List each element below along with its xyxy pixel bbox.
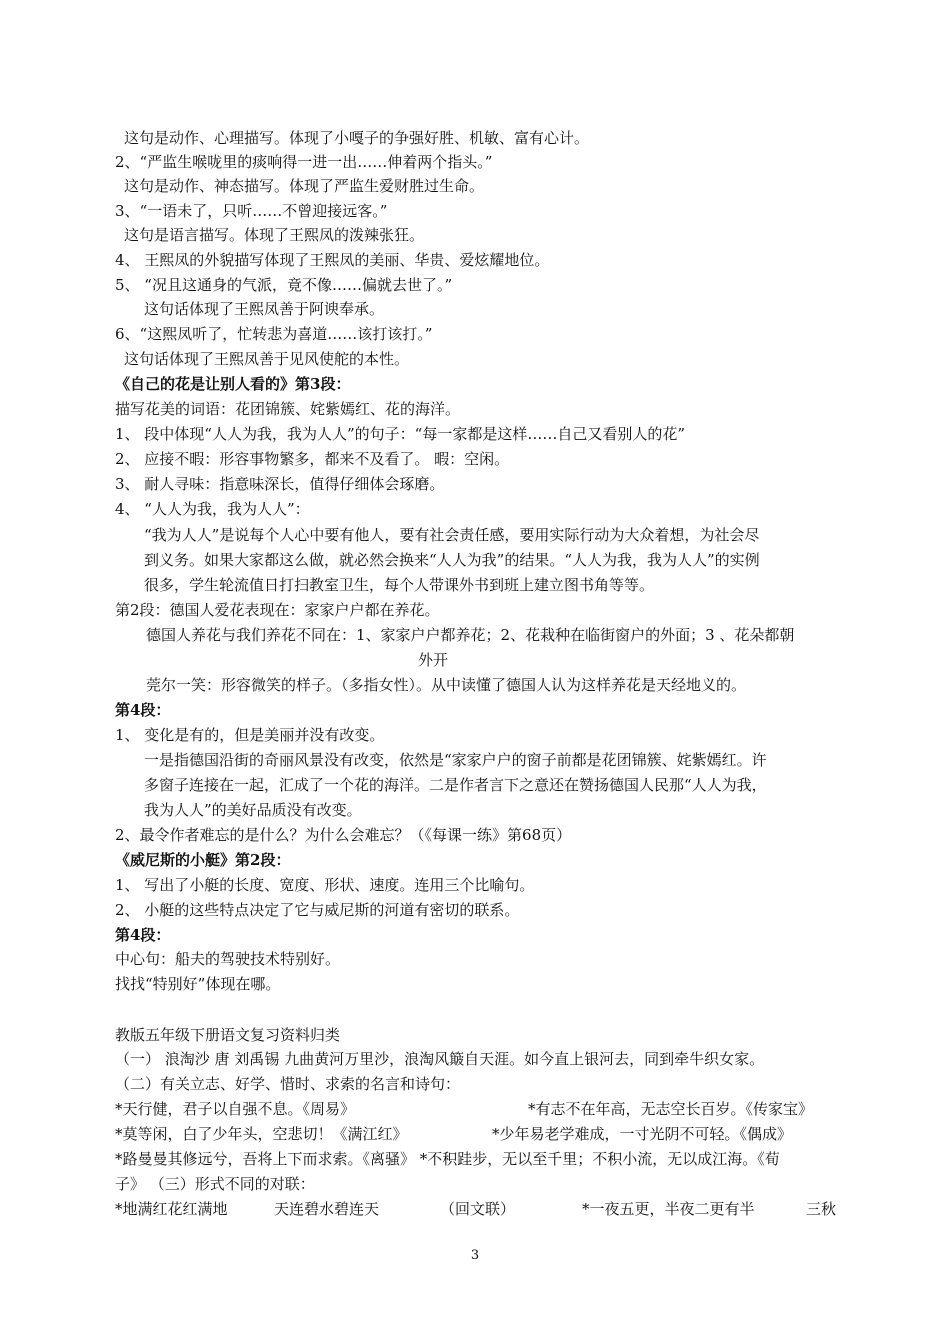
text-line: *天行健，君子以自强不息。《周易》 <box>115 1100 356 1118</box>
text-line: 4、 “人人为我，我为人人”： <box>115 500 310 518</box>
text-line: 3、 耐人寻味：指意味深长，值得仔细体会琢磨。 <box>115 475 445 493</box>
text-line: （回文联） <box>440 1200 516 1218</box>
text-line: （二）有关立志、好学、惜时、求索的名言和诗句： <box>115 1075 461 1093</box>
text-line: *少年易老学难成，一寸光阴不可轻。《偶成》 <box>492 1125 793 1143</box>
text-line: 3、“一语未了，只听……不曾迎接远客。” <box>115 202 388 220</box>
section-heading: 第4段： <box>115 701 171 719</box>
text-line: （一） 浪淘沙 唐 刘禹锡 九曲黄河万里沙，浪淘风簸自天涯。如今直上银河去，同到牵牛织女家。 <box>115 1050 765 1068</box>
text-line: 德国人养花与我们养花不同在：1、家家户户都养花；2、花栽种在临街窗户的外面；3 、花朵都朝 <box>146 626 795 644</box>
text-line: 很多，学生轮流值日打扫教室卫生，每个人带课外书到班上建立图书角等等。 <box>144 576 655 594</box>
text-line: 多窗子连接在一起，汇成了一个花的海洋。二是作者言下之意还在赞扬德国人民那“人人为我， <box>144 776 767 794</box>
text-line: 我为人人”的美好品质没有改变。 <box>144 801 362 819</box>
text-line: *有志不在年高，无志空长百岁。《传家宝》 <box>528 1100 814 1118</box>
text-line: *路曼曼其修远兮，吾将上下而求索。《离骚》 *不积跬步，无以至千里；不积小流，无以成江海。《荀 <box>115 1150 780 1168</box>
text-line: 2、“严监生喉咙里的痰响得一进一出……伸着两个指头。” <box>115 153 493 171</box>
text-line: 这句话体现了王熙凤善于见风使舵的本性。 <box>124 350 410 368</box>
text-line: 2、最令作者难忘的是什么？为什么会难忘？（《每课一练》第68页） <box>115 826 572 844</box>
text-line: 1、 段中体现“人人为我，我为人人”的句子：“每一家都是这样……自己又看别人的花” <box>115 425 685 443</box>
text-line: 三秋 <box>806 1200 837 1218</box>
page-number: 3 <box>470 1248 480 1263</box>
text-line: 这句是语言描写。体现了王熙凤的泼辣张狂。 <box>124 226 425 244</box>
text-line: 第2段：德国人爱花表现在：家家户户都在养花。 <box>115 601 440 619</box>
text-line: “我为人人”是说每个人心中要有他人，要有社会责任感，要用实际行动为大众着想，为社会尽 <box>144 526 760 544</box>
text-line: 5、 “况且这通身的气派，竟不像……偏就去世了。” <box>115 276 453 294</box>
text-line: 描写花美的词语：花团锦簇、姹紫嫣红、花的海洋。 <box>115 400 461 418</box>
text-line: 1、 变化是有的，但是美丽并没有改变。 <box>115 726 385 744</box>
section-heading: 《威尼斯的小艇》第2段： <box>115 851 291 869</box>
text-line: 6、“这熙凤听了，忙转悲为喜道……该打该打。” <box>115 325 433 343</box>
text-line: 教版五年级下册语文复习资料归类 <box>115 1026 341 1044</box>
text-line: *莫等闲，白了少年头，空悲切！《满江红》 <box>115 1125 408 1143</box>
text-line: 外开 <box>418 651 449 669</box>
text-line: 天连碧水碧连天 <box>274 1200 380 1218</box>
text-line: 1、 写出了小艇的长度、宽度、形状、速度。连用三个比喻句。 <box>115 876 535 894</box>
text-line: *一夜五更，半夜二更有半 <box>582 1200 755 1218</box>
text-line: 2、 应接不暇：形容事物繁多，都来不及看了。 暇：空闲。 <box>115 450 510 468</box>
text-line: 莞尔一笑：形容微笑的样子。（多指女性）。从中读懂了德国人认为这样养花是天经地义的。 <box>146 676 747 694</box>
text-line: 中心句：船夫的驾驶技术特别好。 <box>115 950 341 968</box>
section-heading: 第4段： <box>115 926 171 944</box>
text-line: 一是指德国沿街的奇丽风景没有改变，依然是“家家户户的窗子前都是花团锦簇、姹紫嫣红。许 <box>144 751 767 769</box>
text-line: 这句话体现了王熙凤善于阿谀奉承。 <box>144 300 385 318</box>
text-line: 子》 （三）形式不同的对联： <box>115 1175 315 1193</box>
text-line: 2、 小艇的这些特点决定了它与威尼斯的河道有密切的联系。 <box>115 901 520 919</box>
text-line: *地满红花红满地 <box>115 1200 228 1218</box>
text-line: 找找“特别好”体现在哪。 <box>115 975 281 993</box>
text-line: 这句是动作、神态描写。体现了严监生爱财胜过生命。 <box>124 177 485 195</box>
text-line: 4、 王熙凤的外貌描写体现了王熙凤的美丽、华贵、爱炫耀地位。 <box>115 251 550 269</box>
text-line: 这句是动作、心理描写。体现了小嘎子的争强好胜、机敏、富有心计。 <box>124 129 590 147</box>
text-line: 到义务。如果大家都这么做，就必然会换来“人人为我”的结果。“人人为我，我为人人”的实例 <box>144 551 760 569</box>
section-heading: 《自己的花是让别人看的》第3段： <box>115 375 351 393</box>
